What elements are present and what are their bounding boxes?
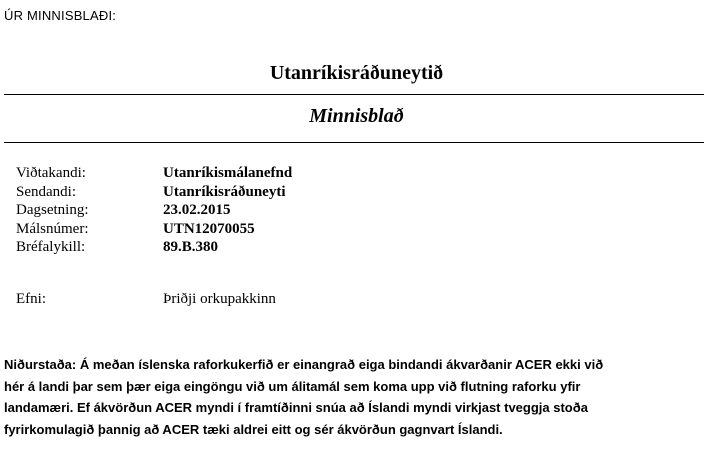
divider-top bbox=[4, 94, 704, 95]
subject-label: Efni: bbox=[16, 291, 46, 307]
document-type-title: Minnisblað bbox=[309, 105, 404, 127]
field-value: Utanríkisráðuneyti bbox=[163, 183, 286, 200]
field-label: Sendandi: bbox=[16, 183, 76, 200]
field-value: 89.B.380 bbox=[163, 239, 219, 255]
field-value: Utanríkismálanefnd bbox=[163, 165, 293, 181]
ministry-title: Utanríkisráðuneytið bbox=[269, 62, 444, 84]
subject-value: Þriðji orkupakkinn bbox=[163, 291, 276, 307]
field-row-case-number bbox=[16, 220, 292, 239]
field-label: Málsnúmer: bbox=[16, 220, 89, 237]
conclusion-line: fyrirkomulagið þannig að ACER tæki aldrei eitt og sér ákvörðun gagnvart Íslandi. bbox=[4, 421, 503, 437]
divider-bottom bbox=[4, 142, 704, 143]
field-label: Viðtakandi: bbox=[16, 165, 86, 181]
field-row-date bbox=[16, 201, 292, 220]
caption-heading: ÚR MINNISBLAÐI: bbox=[4, 8, 117, 23]
field-row-recipient bbox=[16, 164, 292, 183]
field-label: Dagsetning: bbox=[16, 202, 89, 218]
field-value: 23.02.2015 bbox=[163, 202, 231, 218]
subject-row bbox=[16, 291, 276, 308]
field-row-letter-key bbox=[16, 238, 292, 257]
memo-fields bbox=[16, 164, 292, 257]
field-label: Bréfalykill: bbox=[16, 239, 86, 255]
field-value: UTN12070055 bbox=[163, 220, 255, 237]
field-row-sender bbox=[16, 183, 292, 202]
conclusion-paragraph bbox=[4, 354, 709, 440]
conclusion-line: hér á landi þar sem þær eiga eingöngu við um álitamál sem koma upp við flutning raforku yfir bbox=[4, 378, 581, 394]
memo-scan bbox=[0, 44, 713, 344]
conclusion-line: landamæri. Ef ákvörðun ACER myndi í framtíðinni snúa að Íslandi myndi virkjast tveggja stoða bbox=[4, 400, 588, 415]
conclusion-line: Niðurstaða: Á meðan íslenska raforkukerfið er einangrað eiga bindandi ákvarðanir ACER ekki við bbox=[4, 357, 604, 372]
